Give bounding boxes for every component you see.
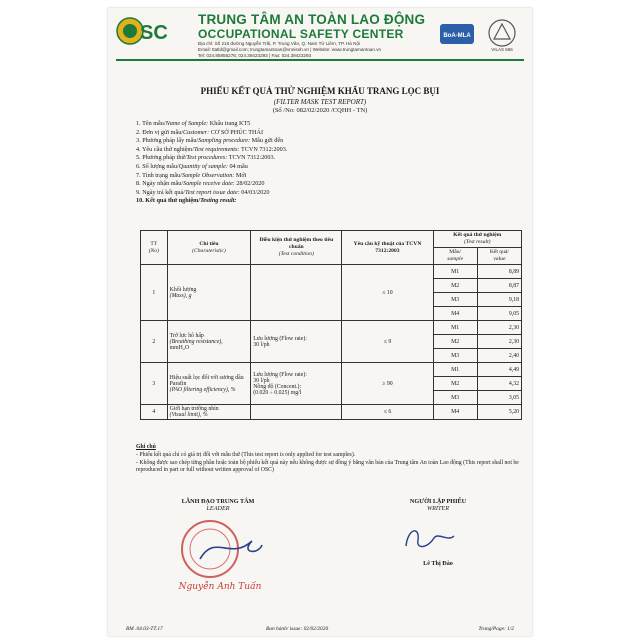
sample-value: 2,30 (477, 335, 521, 349)
footer-page: Trang/Page: 1/2 (478, 626, 514, 632)
center-name-en: OCCUPATIONAL SAFETY CENTER (198, 27, 404, 41)
row-no: 1 (141, 265, 168, 321)
leader-title: LÃNH ĐẠO TRUNG TÂM (181, 498, 255, 505)
footer-issue-date: Ban hành/ issue: 02/02/2020 (266, 626, 329, 632)
table-row (141, 363, 522, 377)
row-requirement: ≥ 90 (342, 363, 433, 405)
header-text (198, 12, 438, 60)
note-line-2: - Không được sao chép từng phần hoặc toàn bộ phiếu kết quả này nếu không được sự đồng ý bằng văn bản của Trung tâm An toàn Lao động (This report shall not be reproduced in part or full without written approval of OSC) (136, 459, 519, 474)
sample-value: 2,40 (477, 349, 521, 363)
table-row (141, 405, 522, 420)
col-value-en: value (493, 256, 506, 262)
sample-value: 9,18 (477, 293, 521, 307)
sample-id: M1 (433, 265, 477, 279)
row-no: 3 (141, 363, 168, 405)
table-row (141, 321, 522, 335)
leader-title-en: LEADER (206, 505, 230, 512)
row-requirement: ≤ 9 (342, 321, 433, 363)
row-no: 4 (141, 405, 168, 420)
row-condition (251, 405, 342, 420)
col-sample: Mẫu/ (449, 249, 462, 255)
center-phone: Tel: 024.85856276; 024.39423293 | Fax: 024.39423293 (198, 53, 312, 59)
writer-title: NGƯỜI LẬP PHIẾU (409, 498, 467, 505)
col-requirement: Yêu cầu kỹ thuật của TCVN 7312:2003 (353, 240, 422, 254)
sample-id: M4 (433, 405, 477, 420)
svg-text:SC: SC (140, 22, 168, 44)
footer-form-code: BM .04.03-TT.17 (126, 626, 163, 632)
sample-id: M1 (433, 321, 477, 335)
info-line: 10. Kết quả thử nghiệm/Testing result: (136, 197, 237, 205)
sample-id: M4 (433, 307, 477, 321)
report-title: PHIẾU KẾT QUẢ THỬ NGHIỆM KHẨU TRANG LỌC BỤI (200, 86, 440, 96)
info-line: 1. Tên mẫu/Name of Sample: Khẩu trang KT5 (136, 120, 251, 127)
info-line: 7. Tình trạng mẫu/Sample Observation: Mới (136, 171, 247, 179)
sample-id: M3 (433, 293, 477, 307)
center-name-vn: TRUNG TÂM AN TOÀN LAO ĐỘNG (198, 12, 426, 27)
sample-value: 2,30 (477, 321, 521, 335)
center-email: Email: ttatld@gmail.com; trungtamantoan@vnnisoh.vn | Website: www.trungtamantoan.vn (198, 47, 382, 53)
col-criteria: Chỉ tiêu (199, 240, 219, 247)
leader-signature-block (148, 498, 288, 512)
table-row (141, 265, 522, 279)
row-requirement: ≤ 6 (342, 405, 433, 420)
info-line: 5. Phương pháp thử/Test procedures: TCVN 7312:2003. (136, 154, 276, 162)
sample-value: 3,05 (477, 391, 521, 405)
sample-info (136, 120, 516, 206)
row-criteria: Khối lượng (Mass), g (167, 265, 251, 321)
writer-signature (398, 518, 458, 558)
col-sample-en: sample (447, 256, 464, 262)
row-requirement: ≤ 10 (342, 265, 433, 321)
col-condition: Điều kiện thử nghiệm theo tiêu chuẩn (259, 237, 334, 250)
sample-id: M2 (433, 279, 477, 293)
notes (136, 444, 522, 475)
report-number: (Số /No: 082/02/2020 /CQHH - TN) (272, 107, 368, 114)
document-page (108, 8, 532, 636)
note-line-1: - Phiếu kết quả chỉ có giá trị đối với mẫu thử (This test report is only applied for test samples). (136, 451, 356, 458)
sample-value: 4,32 (477, 377, 521, 391)
sample-id: M1 (433, 363, 477, 377)
sample-value: 5,20 (477, 405, 521, 420)
notes-title: Ghi chú (136, 444, 156, 450)
info-line: 3. Phương pháp lấy mẫu/Sampling procedure: Mẫu gửi đến (136, 137, 284, 145)
col-no: (No) (148, 247, 159, 254)
info-line: 8. Ngày nhận mẫu/Sample receive date: 28/02/2020 (136, 180, 265, 188)
row-criteria: Giới hạn trường nhìn (Visual limit), % (167, 405, 251, 420)
row-no: 2 (141, 321, 168, 363)
svg-text:BoA-MLA: BoA-MLA (443, 33, 471, 39)
leader-name: Nguyễn Anh Tuấn (178, 582, 262, 592)
header-divider (116, 59, 524, 61)
col-criteria-en: (Charateristic) (192, 247, 226, 254)
row-criteria: Hiệu suất lọc đối với sương dầu Parafin (PAO filtering efficiency), % (167, 363, 251, 405)
sample-value: 8,89 (477, 265, 521, 279)
row-criteria: Trở lực hô hấp (Breathing resistance), mmH₂O (167, 321, 251, 363)
red-seal-stamp (170, 513, 270, 593)
col-result: Kết quả thử nghiệm (453, 232, 502, 238)
sample-id: M3 (433, 391, 477, 405)
row-condition: Lưu lượng (Flow rate): 30 l/ph Nồng độ (Concent.): (0.020 ÷ 0.025) mg/l (251, 363, 342, 405)
info-line: 6. Số lượng mẫu/Quantity of sample: 04 mẫu (136, 162, 248, 170)
col-result-en: (Test result) (464, 239, 491, 245)
accreditation-badges (438, 18, 524, 52)
sample-value: 9,05 (477, 307, 521, 321)
report-title-en: (FILTER MASK TEST REPORT) (273, 98, 367, 106)
sample-value: 4,49 (477, 363, 521, 377)
col-tt: TT (150, 240, 158, 247)
vilas-badge-label: VILAS 666 (491, 47, 513, 52)
osc-logo (116, 14, 188, 48)
sample-value: 8,87 (477, 279, 521, 293)
writer-name: Lê Thị Đào (423, 560, 453, 567)
sample-id: M2 (433, 335, 477, 349)
info-line: 9. Ngày trả kết quả/Test report issue date: 04/03/2020 (136, 188, 270, 196)
col-value: Kết quả/ (489, 249, 509, 255)
info-line: 2. Đơn vị gửi mẫu/Customer: CƠ SỞ PHÚC THÁI (136, 128, 264, 136)
sample-id: M2 (433, 377, 477, 391)
sample-id: M3 (433, 349, 477, 363)
row-condition (251, 265, 342, 321)
writer-title-en: WRITER (427, 505, 449, 512)
info-line: 4. Yêu cầu thử nghiệm/Test requirements: TCVN 7312:2003. (136, 145, 288, 153)
center-address: Địa chỉ: Số 216 đường Nguyễn Trãi, P. Trung Văn, Q. Nam Từ Liêm, TP. Hà Nội (198, 41, 361, 46)
col-condition-en: (Test condition) (278, 251, 314, 257)
row-condition: Lưu lượng (Flow rate): 30 l/ph (251, 321, 342, 363)
results-table (140, 230, 522, 420)
